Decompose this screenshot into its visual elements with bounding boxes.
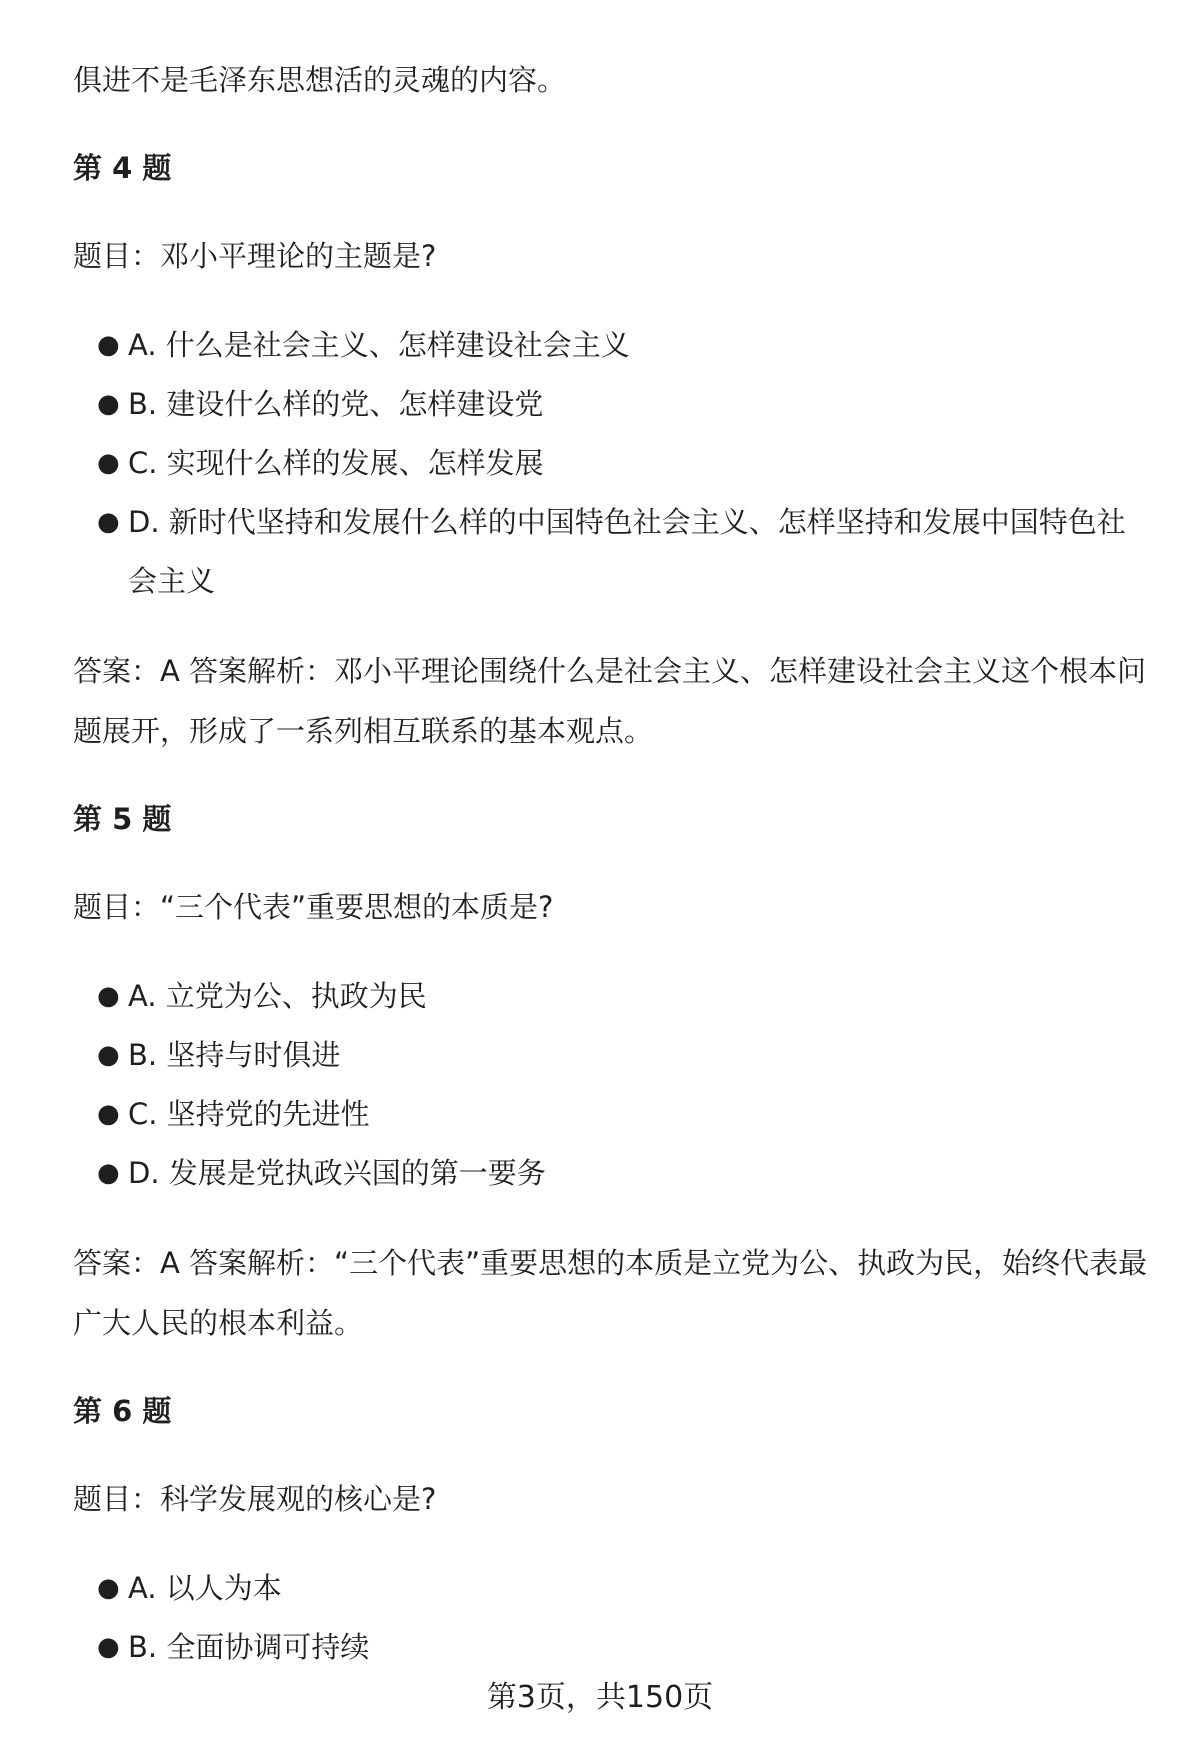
bullet-icon: ● <box>97 981 120 1011</box>
option-text: A. 以人为本 <box>128 1571 282 1605</box>
options-list <box>73 1559 1153 1677</box>
option-text: D. 发展是党执政兴国的第一要务 <box>128 1156 546 1190</box>
question-block-4 <box>73 138 1153 761</box>
intro-text: 俱进不是毛泽东思想活的灵魂的内容。 <box>73 63 567 97</box>
options-list <box>73 967 1153 1203</box>
bullet-icon: ● <box>97 1632 120 1662</box>
option-item <box>73 1085 1153 1144</box>
option-item <box>73 1026 1153 1085</box>
bullet-icon: ● <box>97 389 120 419</box>
question-block-6 <box>73 1381 1153 1677</box>
page-indicator: 第3页，共150页 <box>486 1680 714 1715</box>
question-prompt: 题目：邓小平理论的主题是? <box>73 239 437 273</box>
question-block-5 <box>73 789 1153 1353</box>
bullet-icon: ● <box>97 507 120 537</box>
option-text: A. 立党为公、执政为民 <box>128 979 427 1013</box>
option-item <box>73 967 1153 1026</box>
option-text: C. 实现什么样的发展、怎样发展 <box>128 446 544 480</box>
option-text: B. 全面协调可持续 <box>128 1630 370 1664</box>
document-page <box>73 50 1153 1707</box>
option-text: A. 什么是社会主义、怎样建设社会主义 <box>128 328 630 362</box>
question-prompt: 题目：科学发展观的核心是? <box>73 1482 437 1516</box>
bullet-icon: ● <box>97 1099 120 1129</box>
bullet-icon: ● <box>97 1573 120 1603</box>
question-heading: 第 4 题 <box>73 151 172 185</box>
option-item <box>73 375 1153 434</box>
option-text: B. 坚持与时俱进 <box>128 1038 341 1072</box>
option-text: B. 建设什么样的党、怎样建设党 <box>128 387 544 421</box>
bullet-icon: ● <box>97 448 120 478</box>
bullet-icon: ● <box>97 1040 120 1070</box>
answer-text: 答案：A 答案解析：“三个代表”重要思想的本质是立党为公、执政为民，始终代表最广大人民的根本利益。 <box>73 1246 1148 1340</box>
option-item <box>73 1144 1153 1203</box>
option-item <box>73 1559 1153 1618</box>
option-item <box>73 316 1153 375</box>
option-text: D. 新时代坚持和发展什么样的中国特色社会主义、怎样坚持和发展中国特色社会主义 <box>128 505 1126 598</box>
question-prompt: 题目：“三个代表”重要思想的本质是? <box>73 890 554 924</box>
option-item <box>73 434 1153 493</box>
bullet-icon: ● <box>97 330 120 360</box>
option-item <box>73 493 1153 611</box>
options-list <box>73 316 1153 611</box>
question-heading: 第 6 题 <box>73 1394 172 1428</box>
question-heading: 第 5 题 <box>73 802 172 836</box>
answer-text: 答案：A 答案解析：邓小平理论围绕什么是社会主义、怎样建设社会主义这个根本问题展开，形成了一系列相互联系的基本观点。 <box>73 654 1147 748</box>
bullet-icon: ● <box>97 1158 120 1188</box>
option-text: C. 坚持党的先进性 <box>128 1097 370 1131</box>
